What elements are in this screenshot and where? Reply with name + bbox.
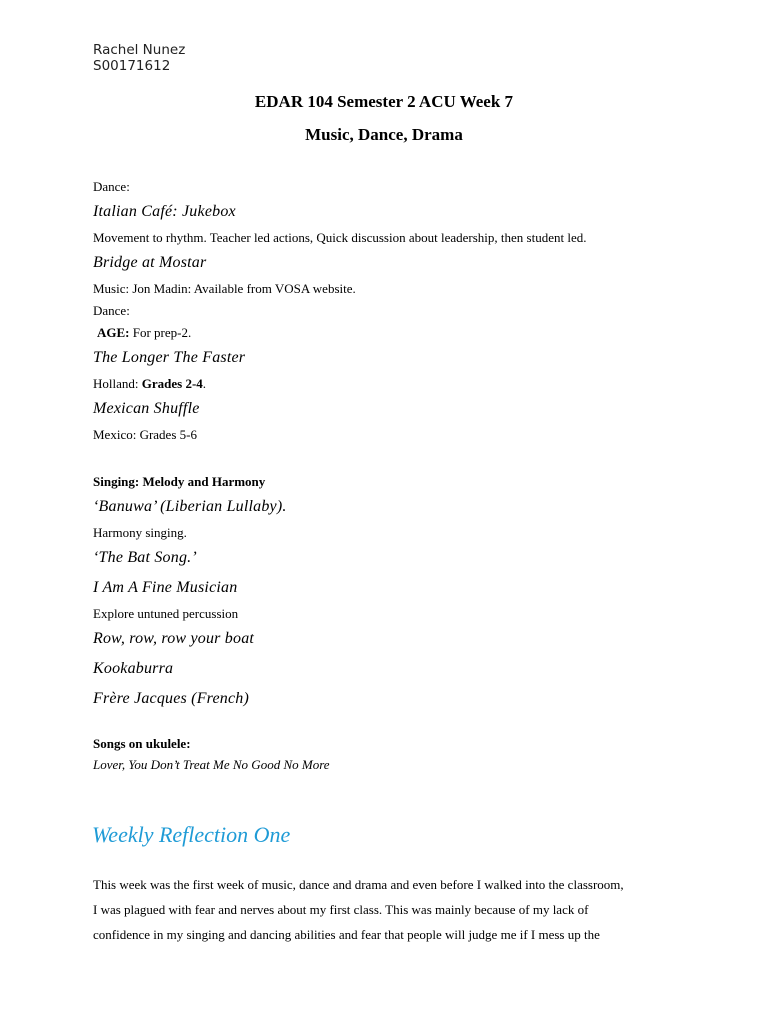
item-mexican-shuffle: Mexican Shuffle [93, 400, 200, 417]
reflection-heading: Weekly Reflection One [92, 822, 291, 847]
holland-line [93, 375, 693, 392]
age-line [93, 324, 693, 341]
explore-percussion: Explore untuned percussion [93, 606, 239, 621]
dance-label: Dance: [93, 179, 130, 194]
dance-label-2: Dance: [93, 303, 130, 318]
item-italian-cafe: Italian Café: Jukebox [93, 203, 236, 220]
author-name: Rachel Nunez [93, 42, 186, 58]
document-subtitle: Music, Dance, Drama [305, 125, 463, 144]
item-kookaburra: Kookaburra [93, 660, 174, 677]
mexico-desc: Mexico: Grades 5-6 [93, 427, 197, 442]
item-frere-jacques: Frère Jacques (French) [93, 690, 250, 707]
harmony-singing: Harmony singing. [93, 525, 187, 540]
bridge-music: Music: Jon Madin: Available from VOSA website. [93, 281, 356, 296]
age-label: AGE: [97, 325, 130, 340]
ukulele-heading: Songs on ukulele: [93, 736, 191, 751]
reflection-line-1: This week was the first week of music, dance and drama and even before I walked into the classroom, [93, 877, 624, 892]
item-banuwa: ‘Banuwa’ (Liberian Lullaby). [93, 498, 287, 515]
holland-grades: Grades 2-4 [141, 376, 203, 391]
student-id: S00171612 [93, 58, 171, 74]
item-bat-song: ‘The Bat Song.’ [93, 549, 197, 566]
age-value: For prep-2. [129, 325, 192, 340]
item-row-boat: Row, row, row your boat [93, 630, 255, 647]
page-header [93, 42, 185, 74]
reflection-line-2: I was plagued with fear and nerves about my first class. This was mainly because of my lack of [93, 902, 589, 917]
item-lover-song: Lover, You Don’t Treat Me No Good No More [93, 757, 330, 772]
item-longer-faster: The Longer The Faster [93, 349, 246, 366]
singing-heading: Singing: Melody and Harmony [93, 474, 266, 489]
item-bridge-mostar: Bridge at Mostar [93, 254, 207, 271]
reflection-body [93, 872, 683, 947]
italian-cafe-desc: Movement to rhythm. Teacher led actions, Quick discussion about leadership, then student led. [93, 230, 587, 245]
holland-suffix: . [202, 376, 207, 391]
content-body [93, 178, 693, 773]
holland-prefix: Holland: [93, 376, 142, 391]
document-title: EDAR 104 Semester 2 ACU Week 7 [254, 92, 514, 111]
reflection-line-3: confidence in my singing and dancing abilities and fear that people will judge me if I mess up the [93, 927, 600, 942]
item-fine-musician: I Am A Fine Musician [93, 579, 238, 596]
